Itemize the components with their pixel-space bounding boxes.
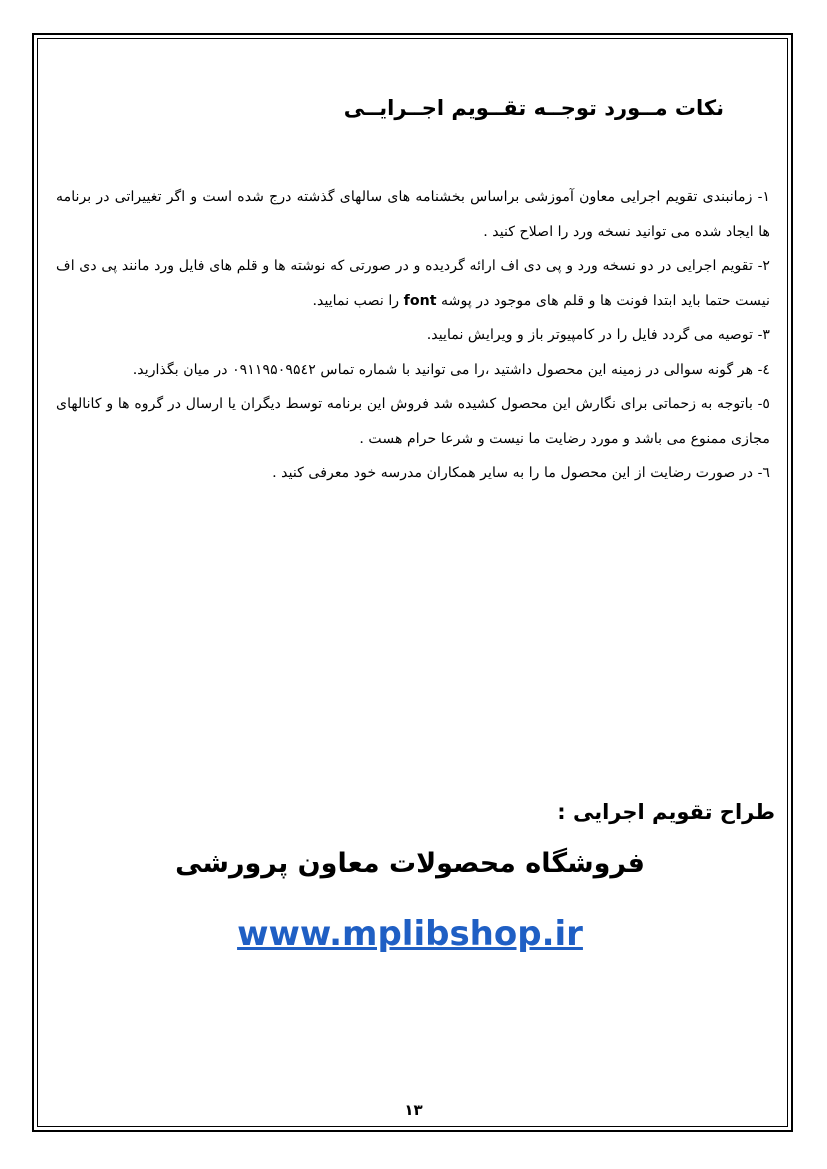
font-folder-name: font xyxy=(403,292,437,309)
note-1: ۱- زمانبندی تقویم اجرایی معاون آموزشی براساس بخشنامه های سالهای گذشته درج شده است و اگر تغییراتی در برنامه ها ایجاد شده می توانید نسخه ورد را اصلاح کنید . xyxy=(56,189,770,240)
shop-name: فروشگاه محصولات معاون پرورشی xyxy=(175,848,645,879)
note-2 xyxy=(56,249,770,318)
note-5: ٥- باتوجه به زحماتی برای نگارش این محصول کشیده شد فروش این برنامه توسط دیگران یا ارسال در گروه ها و کانالهای مجازی ممنوع می باشد و مورد رضایت ما نیست و شرعا حرام هست . xyxy=(56,396,770,447)
notes-list xyxy=(56,180,770,491)
note-4: ٤- هر گونه سوالی در زمینه این محصول داشتید ،را می توانید با شماره تماس ۰۹۱۱۹۵۰۹۵٤۲ در میان بگذارید. xyxy=(132,361,770,378)
designer-label: طراح تقویم اجرایی : xyxy=(557,800,775,824)
note-3: ۳- توصیه می گردد فایل را در کامپیوتر باز و ویرایش نمایید. xyxy=(426,327,770,343)
note-2-text-after: را نصب نمایید. xyxy=(312,292,400,309)
website-link[interactable]: www.mplibshop.ir xyxy=(237,914,583,954)
page-number: ۱۳ xyxy=(404,1101,423,1119)
page-title: نکات مــورد توجــه تقــویم اجــرایــی xyxy=(343,96,724,120)
note-6: ٦- در صورت رضایت از این محصول ما را به سایر همکاران مدرسه خود معرفی کنید . xyxy=(272,465,770,481)
note-2-text-before: ۲- تقویم اجرایی در دو نسخه ورد و پی دی اف ارائه گردیده و در صورتی که نوشته ها و قلم های فایل ورد مانند پی دی اف نیست حتما باید ابتدا فونت ها و قلم های موجود در پوشه xyxy=(56,258,770,309)
